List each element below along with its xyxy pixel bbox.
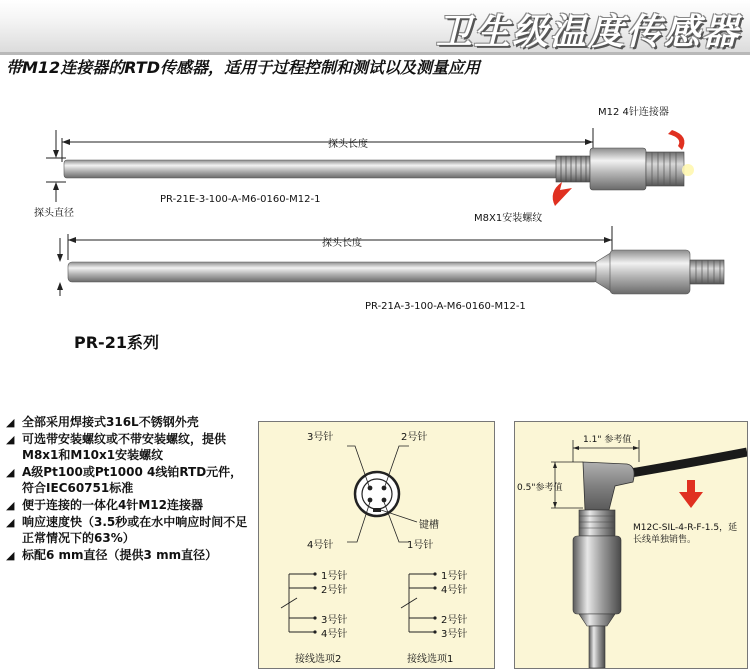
list-item: ◢ 全部采用焊接式316L不锈钢外壳 xyxy=(6,415,199,429)
intro-headline: 带M12连接器的RTD传感器，适用于过程控制和测试以及测量应用 xyxy=(6,58,480,77)
probe-diagrams xyxy=(0,110,750,440)
cable-part-label: M12C-SIL-4-R-F-1.5，延长线单独销售。 xyxy=(633,523,738,545)
top-length-label: 探头长度 xyxy=(328,139,368,150)
option1-pin: 3号针 xyxy=(441,629,468,640)
cable-arrow-icon xyxy=(679,480,703,508)
page-title: 卫生级温度传感器 xyxy=(435,12,740,53)
feature-list xyxy=(6,414,251,564)
wiring-panel xyxy=(258,421,495,669)
top-diameter-dimension xyxy=(46,130,66,202)
option2-label: 接线选项2 xyxy=(295,654,342,665)
option1-pin: 1号针 xyxy=(441,571,468,582)
diameter-label: 探头直径 xyxy=(34,208,74,219)
thread-arrow-icon xyxy=(553,182,572,206)
pin3-label: 3号针 xyxy=(307,432,334,443)
option1-label: 接线选项1 xyxy=(407,654,454,665)
connector-label: M12 4针连接器 xyxy=(598,107,669,118)
pin4-label: 4号针 xyxy=(307,540,334,551)
bottom-model-number: PR-21A-3-100-A-M6-0160-M12-1 xyxy=(365,301,526,312)
pin2-label: 2号针 xyxy=(401,432,428,443)
list-item: ◢ 响应速度快（3.5秒或在水中响应时间不足正常情况下的63%） xyxy=(6,515,248,545)
keyway-label: 键槽 xyxy=(419,520,439,531)
option2-pin: 3号针 xyxy=(321,615,348,626)
list-item: ◢ 标配6 mm直径（提供3 mm直径） xyxy=(6,548,218,562)
list-item: ◢ 便于连接的一体化4针M12连接器 xyxy=(6,498,203,512)
top-probe-image xyxy=(64,148,694,190)
option2-pin: 4号针 xyxy=(321,629,348,640)
top-model-number: PR-21E-3-100-A-M6-0160-M12-1 xyxy=(160,194,321,205)
option2-pin: 2号针 xyxy=(321,585,348,596)
bottom-length-label: 探头长度 xyxy=(322,238,362,249)
check-icon: ◢ xyxy=(6,499,15,512)
cable-photo-panel xyxy=(514,421,748,669)
pin1-label: 1号针 xyxy=(407,540,434,551)
check-icon: ◢ xyxy=(6,433,15,446)
thread-label: M8X1安装螺纹 xyxy=(474,213,543,224)
option2-pin: 1号针 xyxy=(321,571,348,582)
bottom-diameter-dimension xyxy=(57,238,63,296)
connector-arrow-icon xyxy=(668,130,684,150)
check-icon: ◢ xyxy=(6,466,15,479)
bottom-probe-image xyxy=(68,250,724,294)
dimension-1-1-label: 1.1" 参考值 xyxy=(583,435,632,445)
list-item: ◢ A级Pt100或Pt1000 4线铂RTD元件，符合IEC60751标准 xyxy=(6,465,243,495)
check-icon: ◢ xyxy=(6,516,15,529)
check-icon: ◢ xyxy=(6,416,15,429)
series-title: PR-21系列 xyxy=(74,333,159,352)
option1-pin: 4号针 xyxy=(441,585,468,596)
check-icon: ◢ xyxy=(6,549,15,562)
dimension-0-5-label: 0.5"参考值 xyxy=(517,483,563,493)
option1-pin: 2号针 xyxy=(441,615,468,626)
list-item: ◢ 可选带安装螺纹或不带安装螺纹，提供M8x1和M10x1安装螺纹 xyxy=(6,432,227,462)
